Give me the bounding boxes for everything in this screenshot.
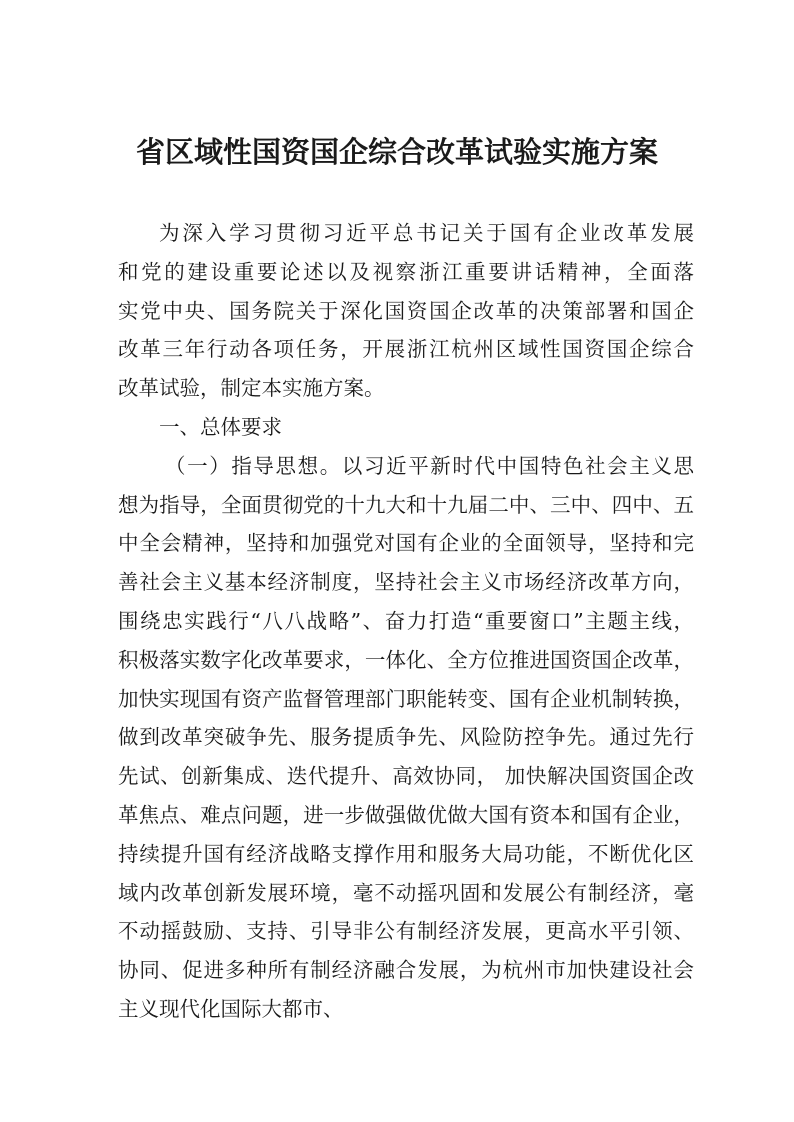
paragraph-line: 改革三年行动各项任务，开展浙江杭州区域性国资国企综合	[118, 337, 694, 362]
paragraph-line: （一）指导思想。以习近平新时代中国特色社会主义思	[165, 453, 694, 478]
paragraph-line: 做到改革突破争先、服务提质争先、风险防控争先。通过先行	[118, 725, 694, 750]
paragraph-line: 实党中央、国务院关于深化国资国企改革的决策部署和国企	[118, 298, 694, 323]
paragraph-line: 想为指导，全面贯彻党的十九大和十九届二中、三中、四中、五	[118, 492, 694, 517]
paragraph-line: 革焦点、难点问题，进一步做强做优做大国有资本和国有企业，	[118, 802, 694, 827]
paragraph-line: 围绕忠实践行“八八战略”、奋力打造“重要窗口”主题主线，	[118, 608, 694, 633]
document-title: 省区域性国资国企综合改革试验实施方案	[135, 135, 658, 169]
paragraph-line: 不动摇鼓励、支持、引导非公有制经济发展，更高水平引领、	[118, 919, 694, 944]
paragraph-line: 改革试验，制定本实施方案。	[118, 376, 385, 401]
paragraph-line: 域内改革创新发展环境，毫不动摇巩固和发展公有制经济，毫	[118, 880, 694, 905]
paragraph-line: 善社会主义基本经济制度，坚持社会主义市场经济改革方向，	[118, 570, 694, 595]
paragraph-line: 和党的建设重要论述以及视察浙江重要讲话精神，全面落	[118, 259, 694, 284]
paragraph-line: 加快实现国有资产监督管理部门职能转变、国有企业机制转换，	[118, 686, 694, 711]
paragraph-line: 中全会精神，坚持和加强党对国有企业的全面领导，坚持和完	[118, 531, 694, 556]
section-heading: 一、总体要求	[159, 414, 282, 439]
paragraph-line: 先试、创新集成、迭代提升、高效协同， 加快解决国资国企改	[118, 764, 694, 789]
paragraph-line: 协同、促进多种所有制经济融合发展，为杭州市加快建设社会	[118, 958, 694, 983]
paragraph-line: 为深入学习贯彻习近平总书记关于国有企业改革发展	[159, 221, 694, 245]
paragraph-line: 积极落实数字化改革要求，一体化、全方位推进国资国企改革，	[118, 647, 694, 672]
paragraph-line: 持续提升国有经济战略支撑作用和服务大局功能，不断优化区	[118, 841, 694, 866]
paragraph-line: 主义现代化国际大都市、	[118, 996, 344, 1021]
document-body	[118, 214, 694, 1029]
